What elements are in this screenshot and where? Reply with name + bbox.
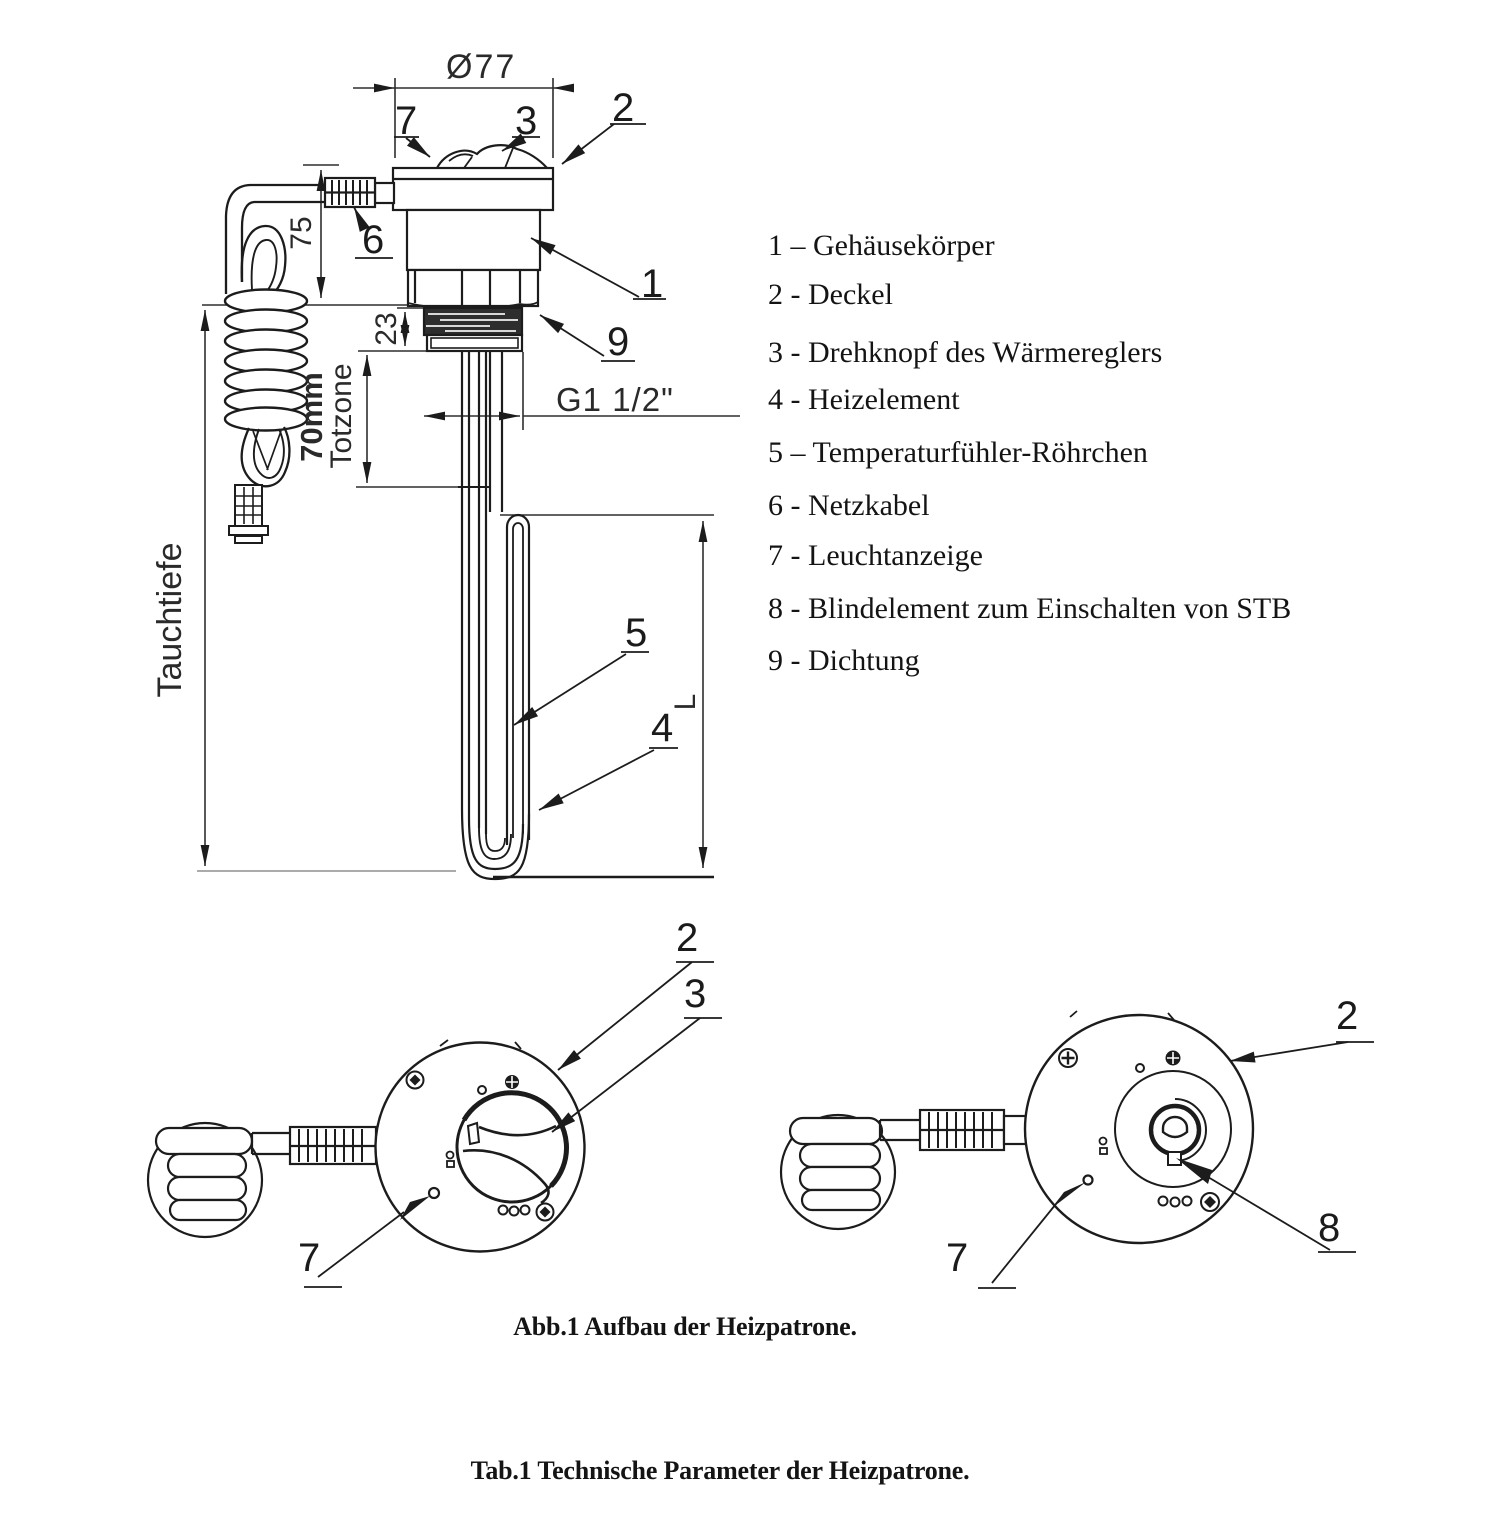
legend-item-6: 6 - Netzkabel xyxy=(768,489,930,522)
callout-cover-right-view: 2 xyxy=(1336,994,1359,1038)
bottom-right-view xyxy=(781,1011,1374,1288)
callout-lamp-right-view: 7 xyxy=(946,1236,969,1280)
table-caption: Tab.1 Technische Parameter der Heizpatrone. xyxy=(470,1456,970,1485)
callout-cover: 2 xyxy=(612,86,635,130)
bottom-left-view xyxy=(148,962,722,1287)
cover-disc-right xyxy=(1025,1015,1253,1243)
dim-thread-length: 23 xyxy=(370,312,403,346)
thermostat-knob xyxy=(457,1092,567,1203)
dim-cable-height: 75 xyxy=(285,216,318,250)
legend-item-4: 4 - Heizelement xyxy=(768,383,960,416)
legend-item-8: 8 - Blindelement zum Einschalten von STB xyxy=(768,592,1292,625)
dim-element-length: L xyxy=(669,693,702,711)
callout-power-cable: 6 xyxy=(362,218,385,262)
legend-item-7: 7 - Leuchtanzeige xyxy=(768,539,983,572)
callout-blind-element: 8 xyxy=(1318,1206,1341,1250)
dim-diameter: Ø77 xyxy=(446,48,517,86)
legend-item-1: 1 – Gehäusekörper xyxy=(768,229,995,262)
dim-dead-zone-name: Totzone xyxy=(325,363,358,469)
figure-caption: Abb.1 Aufbau der Heizpatrone. xyxy=(513,1312,857,1341)
cable-gland xyxy=(325,178,394,207)
callout-heating-element: 4 xyxy=(651,706,674,750)
element-tubes xyxy=(458,351,529,879)
main-view xyxy=(197,78,740,879)
legend-item-3: 3 - Drehknopf des Wärmereglers xyxy=(768,336,1163,369)
callout-indicator-lamp: 7 xyxy=(395,99,418,143)
plug-assembly-right xyxy=(781,1110,1028,1229)
dim-thread-size: G1 1/2" xyxy=(556,381,674,418)
callout-seal: 9 xyxy=(607,320,630,364)
callout-housing: 1 xyxy=(641,262,664,306)
legend-item-9: 9 - Dichtung xyxy=(768,644,920,677)
legend-item-5: 5 – Temperaturfühler-Röhrchen xyxy=(768,436,1148,469)
dim-dead-zone-value: 70mm xyxy=(293,372,329,462)
legend-item-2: 2 - Deckel xyxy=(768,278,893,311)
callout-sensor-tube: 5 xyxy=(625,611,648,655)
parts-legend xyxy=(768,0,1328,700)
callout-lamp-left-view: 7 xyxy=(298,1236,321,1280)
callout-cover-left-view: 2 xyxy=(676,916,699,960)
callout-knob: 3 xyxy=(515,99,538,143)
plug-assembly-left xyxy=(148,1123,376,1237)
callout-knob-left-view: 3 xyxy=(684,972,707,1016)
dim-immersion-depth: Tauchtiefe xyxy=(151,542,189,698)
heater-head xyxy=(325,145,553,351)
